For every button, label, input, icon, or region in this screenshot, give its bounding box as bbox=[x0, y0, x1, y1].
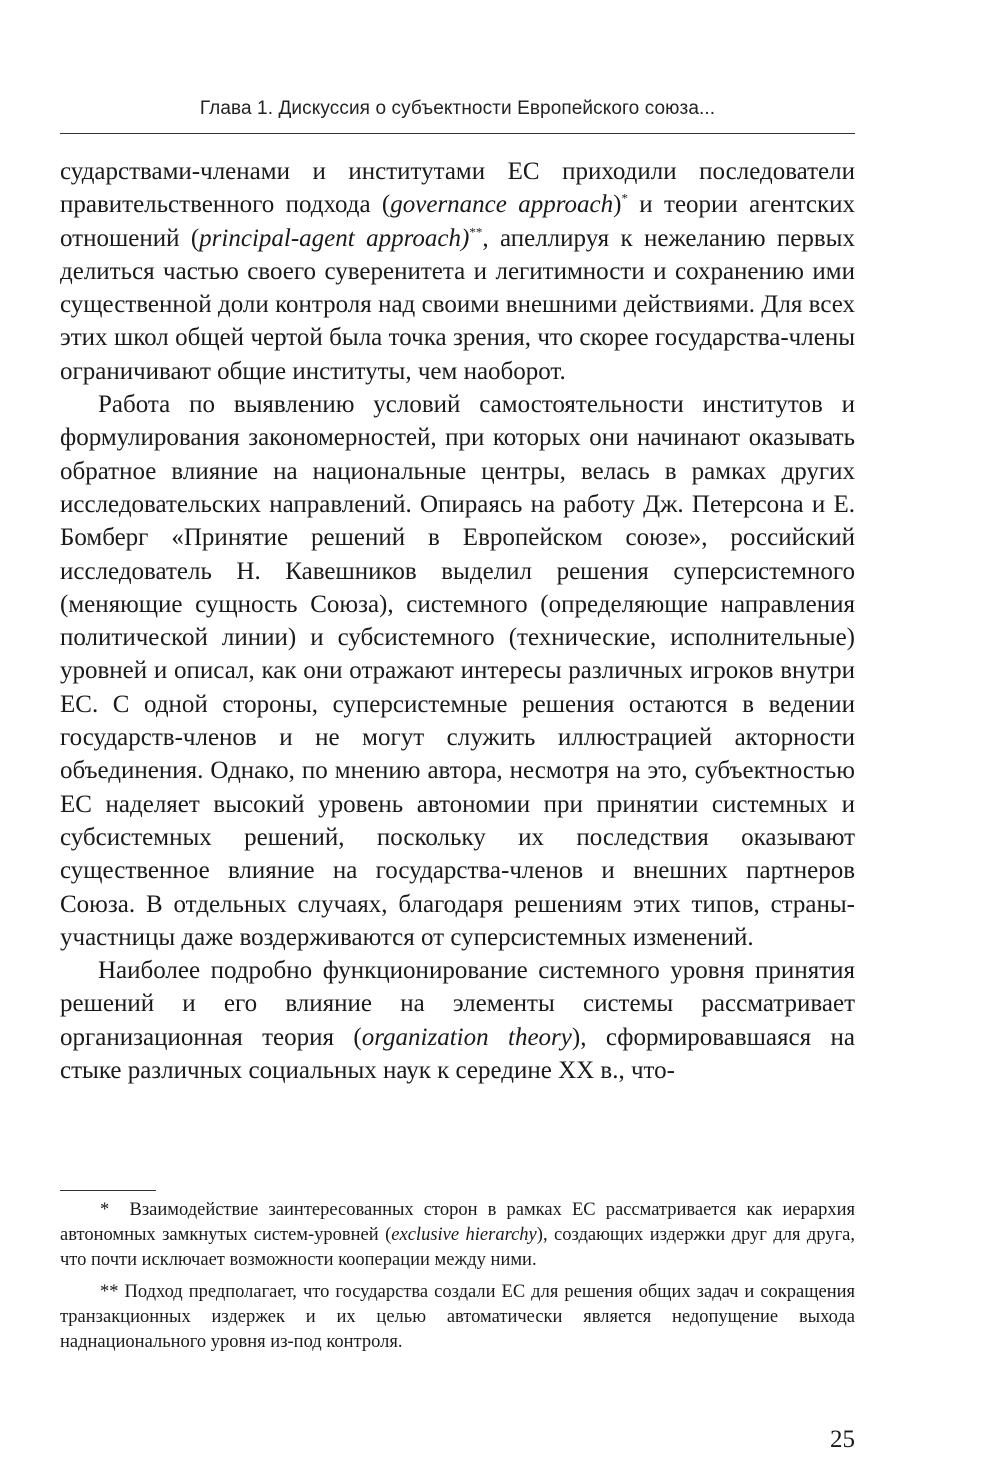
page-number: 25 bbox=[830, 1426, 855, 1453]
p1-text-4: , апеллируя к нежеланию первых делиться частью своего суверенитета и легитимности и сохранению ими существенной доли контроля над своими внешними действиями. Для всех этих школ общей чертой была точка зрения, что скорее государства-члены ограничивают общие институты, чем наоборот. bbox=[60, 224, 855, 385]
p3-text-1: Наиболее подробно функционирование системного уровня принятия решений и его влияние на элементы системы рассматривает организационная теория ( bbox=[60, 957, 855, 1051]
paragraph-1 bbox=[60, 155, 855, 388]
footnote-2-text: Подход предполагает, что государства создали ЕС для решения общих задач и сокращения транзакционных издержек и их целью автоматически является недопущение выхода наднационального уровня из-под контроля. bbox=[60, 1282, 856, 1352]
footnote-1 bbox=[60, 1198, 855, 1273]
p1-text-2: ) bbox=[613, 191, 622, 219]
p1-text-1: сударствами-членами и институтами ЕС приходили последователи правительственного подхода ( bbox=[60, 158, 855, 219]
footnote-1-text-2: ), создающих издержки друг для друга, что почти исключает возможности кооперации между ними. bbox=[60, 1225, 856, 1270]
p3-italic-organization-theory: organization theory bbox=[361, 1023, 572, 1051]
footnote-rule bbox=[60, 1190, 156, 1191]
footnote-2-mark: ** bbox=[100, 1282, 119, 1302]
footnote-1-text-1: Взаимодействие заинтересованных сторон в рамках ЕС рассматривается как иерархия автономных замкнутых систем-уровней ( bbox=[60, 1200, 855, 1245]
footnote-ref-2: ** bbox=[469, 224, 483, 240]
footnote-2 bbox=[60, 1280, 855, 1355]
p3-text-2: ), сформировавшаяся на стыке различных социальных наук к середине XX в., что- bbox=[60, 1023, 855, 1085]
p1-text-3: и теории агентских отношений ( bbox=[60, 191, 855, 252]
footnote-1-italic: exclusive hierarchy bbox=[391, 1225, 537, 1245]
footnotes bbox=[60, 1198, 855, 1362]
paragraph-2: Работа по выявлению условий самостоятельности институтов и формулирования закономерностей, при которых они начинают оказывать обратное влияние на национальные центры, велась в рамках других исследовательских направлений. Опираясь на работу Дж. Петерсона и Е. Бомберг «Принятие решений в Европейском союзе», российский исследователь Н. Кавешников выделил решения суперсистемного (меняющие сущность Союза), системного (определяющие направления политической линии) и субсистемного (технические, исполнительные) уровней и описал, как они отражают интересы различных игроков внутри ЕС. С одной стороны, суперсистемные решения остаются в ведении государств-членов и не могут служить иллюстрацией акторности объединения. Однако, по мнению автора, несмотря на это, субъектностью ЕС наделяет высокий уровень автономии при принятии системных и субсистемных решений, поскольку их последствия оказывают существенное влияние на государства-членов и внешних партнеров Союза. В отдельных случаях, благодаря решениям этих типов, страны-участницы даже воздерживаются от суперсистемных изменений. bbox=[60, 391, 855, 951]
main-text bbox=[60, 155, 855, 1087]
running-header: Глава 1. Дискуссия о субъектности Европейского союза... bbox=[199, 98, 716, 119]
header-rule bbox=[60, 133, 855, 134]
paragraph-3 bbox=[60, 954, 855, 1087]
p1-italic-principal-agent: principal-agent approach) bbox=[199, 224, 470, 252]
footnote-1-mark: * bbox=[100, 1200, 110, 1220]
p1-italic-governance: governance approach bbox=[390, 191, 614, 219]
footnote-ref-1: * bbox=[621, 190, 628, 206]
